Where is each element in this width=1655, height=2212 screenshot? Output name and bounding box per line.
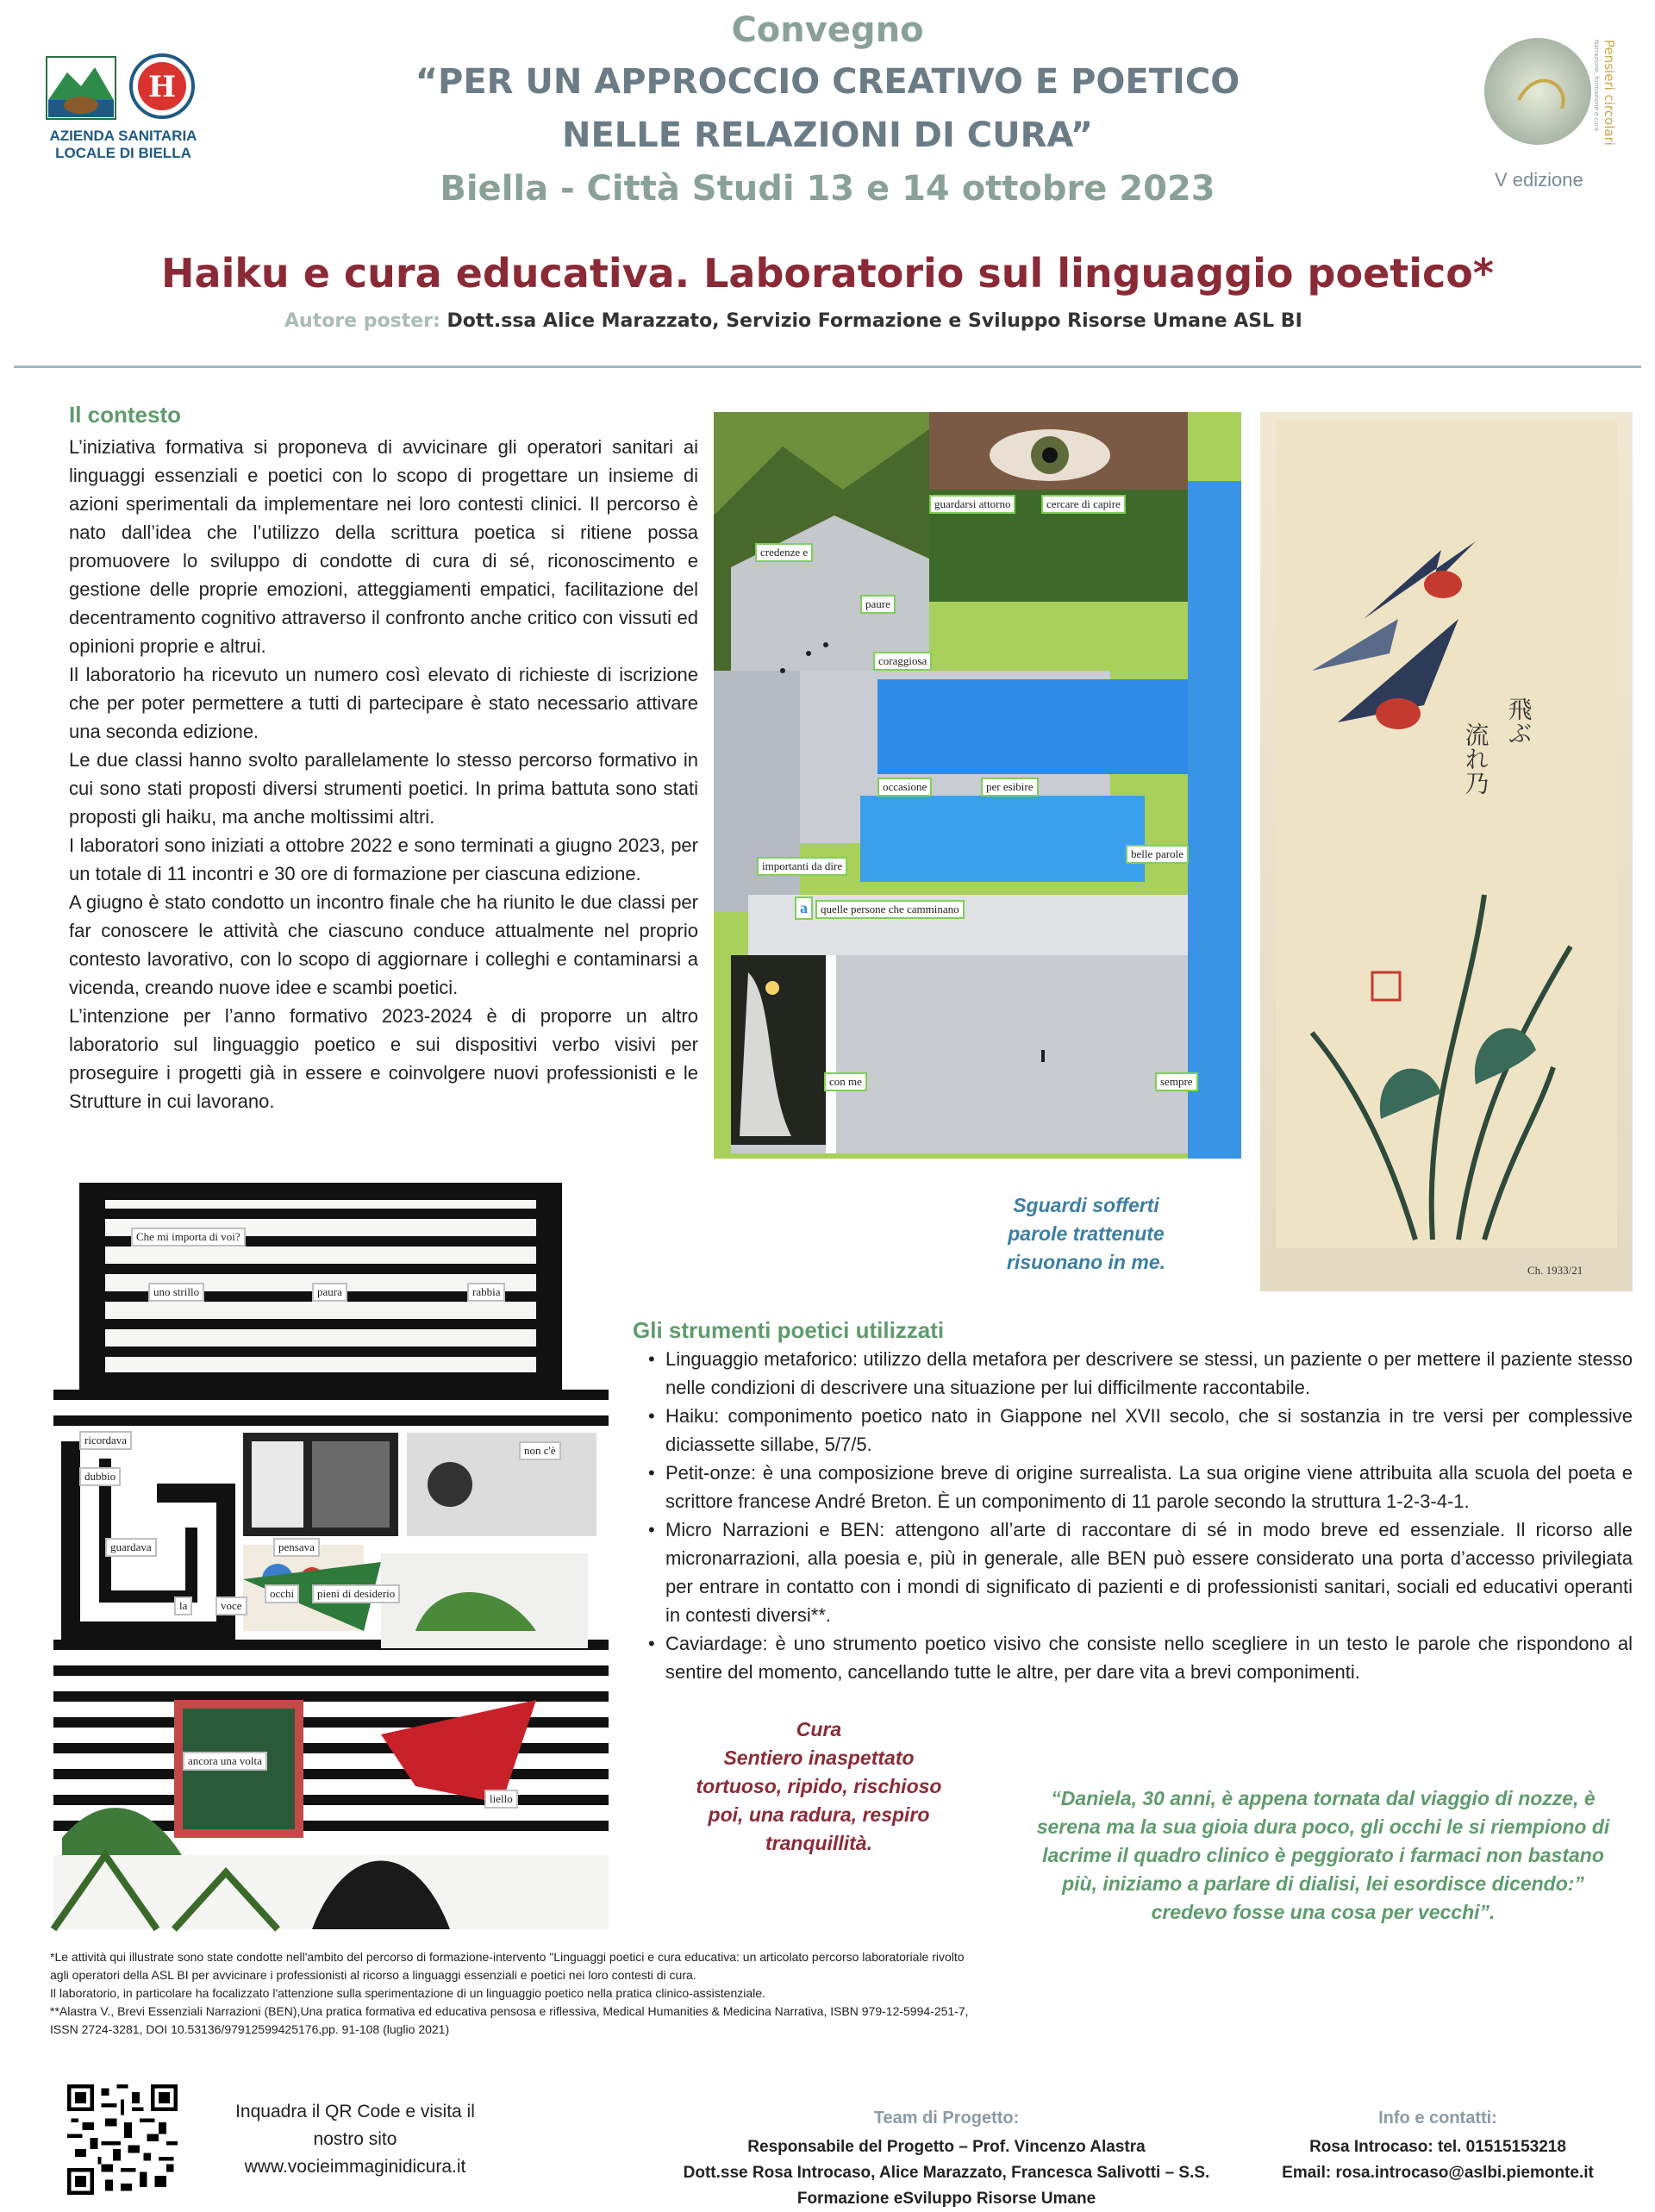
list-item: • Linguaggio metaforico: utilizzo della metafora per descrivere se stessi, un paziente o per mettere il paziente stesso nelle condizioni di descrivere una situazione per lui difficilmente raccontabile. bbox=[645, 1345, 1633, 1402]
haiku-line: parole trattenute bbox=[1008, 1222, 1165, 1245]
list-item: • Caviardage: è uno strumento poetico visivo che consiste nello scegliere in un testo le parole che rispondono al sentire del momento, cancellando tutte le altre, per dare vita a brevi componimenti. bbox=[645, 1629, 1633, 1686]
haiku-cura bbox=[681, 1715, 957, 1858]
collage-word: quelle persone che camminano bbox=[815, 900, 965, 919]
haiku-line: Cura bbox=[796, 1718, 842, 1740]
team-heading: Team di Progetto: bbox=[873, 2109, 1020, 2128]
collage-word: guardava bbox=[105, 1538, 157, 1557]
collage-word: voce bbox=[215, 1597, 247, 1615]
team-line: Formazione eSviluppo Risorse Umane bbox=[796, 2190, 1096, 2208]
collage-word: rabbia bbox=[467, 1283, 505, 1302]
svg-text:流れ乃: 流れ乃 bbox=[1461, 722, 1490, 795]
collage-word: pieni di desiderio bbox=[312, 1584, 400, 1603]
conference-title-line2: NELLE RELAZIONI DI CURA” bbox=[562, 116, 1093, 155]
collage-word: non c'è bbox=[519, 1441, 561, 1460]
team-line: Dott.sse Rosa Introcaso, Alice Marazzato, Francesca Salivotti – S.S. bbox=[683, 2164, 1210, 2182]
collage-word: paura bbox=[312, 1283, 347, 1302]
header-divider bbox=[14, 366, 1641, 368]
footnotes bbox=[50, 1948, 981, 2039]
context-paragraph: Il laboratorio ha ricevuto un numero così elevato di richieste di iscrizione che per poter permettere a tutti di partecipare è stato necessario attivare una seconda edizione. bbox=[69, 664, 698, 742]
caviardage-collage-maze bbox=[53, 1183, 609, 1929]
asl-name bbox=[41, 128, 205, 162]
asl-name-line1: AZIENDA SANITARIA bbox=[49, 128, 197, 144]
collage-word: a bbox=[795, 897, 813, 920]
footnote: *Le attività qui illustrate sono state condotte nell'ambito del percorso di formazione-intervento "Linguaggi poetici e cura educativa: un articolato percorso laboratoriale rivolto agli operatori della ASL BI per avvicinare i professionisti al ricorso a linguaggi essenziali e poetici nei loro contesti di cura. bbox=[50, 1950, 965, 1982]
team-line: Responsabile del Progetto – Prof. Vincenzo Alastra bbox=[747, 2138, 1146, 2156]
woodblock-signature: Ch. 1933/21 bbox=[1527, 1264, 1583, 1277]
svg-text:飛ぶ: 飛ぶ bbox=[1504, 697, 1533, 745]
conference-label: Convegno bbox=[731, 10, 924, 50]
collage-word: pensava bbox=[273, 1538, 320, 1557]
tools-heading: Gli strumenti poetici utilizzati bbox=[633, 1317, 945, 1343]
collage-word: per esibire bbox=[981, 778, 1039, 797]
japanese-woodblock-print bbox=[1260, 412, 1633, 1291]
footnote: **Alastra V., Brevi Essenziali Narrazioni (BEN),Una pratica formativa ed educativa pensosa e riflessiva, Medical Humanities & Medicina Narrativa, ISBN 979-12-5994-251-7, ISSN 2724-3281, DOI 10.53136/97912599425176,pp. 91-108 (luglio 2021) bbox=[50, 2004, 969, 2036]
collage-word: Che mi importa di voi? bbox=[131, 1228, 246, 1247]
pensieri-circolari-logo bbox=[1484, 31, 1617, 160]
haiku-line: tranquillità. bbox=[765, 1832, 872, 1854]
conference-place-date: Biella - Città Studi 13 e 14 ottobre 2023 bbox=[440, 169, 1215, 209]
poster-author bbox=[284, 310, 1302, 332]
patient-quote: “Daniela, 30 anni, è appena tornata dal viaggio di nozze, è serena ma la sua gioia dura poco, gli occhi le si riempiono di lacrime il quadro clinico è peggiorato i farmaci non bastano più, iniziamo a parlare di dialisi, lei esordisce dicendo:” credevo fosse una cosa per vecchi”. bbox=[1036, 1787, 1610, 1923]
collage-word: coraggiosa bbox=[873, 652, 932, 671]
haiku-sguardi bbox=[948, 1191, 1224, 1277]
collage-word: sempre bbox=[1155, 1072, 1198, 1091]
collage-word: la bbox=[174, 1597, 192, 1615]
edition-label: V edizione bbox=[1495, 169, 1583, 191]
author-label: Autore poster: bbox=[284, 310, 440, 332]
haiku-line: tortuoso, ripido, rischioso bbox=[696, 1775, 942, 1797]
context-paragraph: I laboratori sono iniziati a ottobre 2022 e sono terminati a giugno 2023, per un totale di 11 incontri e 30 ore di formazione per ciascuna edizione. bbox=[69, 834, 698, 884]
collage-word: credenze e bbox=[755, 543, 813, 562]
footnote: Il laboratorio, in particolare ha focalizzato l'attenzione sulla sperimentazione di un linguaggio poetico nella pratica clinico-assistenziale. bbox=[50, 1986, 765, 2000]
context-paragraph: L’iniziativa formativa si proponeva di avvicinare gli operatori sanitari ai linguaggi essenziali e poetici con lo scopo di progettare un insieme di azioni sperimentali da implementare nei loro contesti clinici. Il percorso è nato dall’idea che l’utilizzo della scrittura poetica si ritiene possa promuovere lo sviluppo di condotte di cura di sé, riconoscimento e gestione delle proprie emozioni, atteggiamenti empatici, facilitazione del decentramento cognitivo attraverso il confronto anche critico con vissuti ed opinioni proprie e altrui. bbox=[69, 436, 698, 657]
collage-word: guardarsi attorno bbox=[929, 495, 1015, 514]
collage-word: uno strillo bbox=[148, 1283, 204, 1302]
haiku-line: poi, una radura, respiro bbox=[708, 1803, 930, 1826]
svg-text:H: H bbox=[147, 70, 177, 104]
pc-logo-text: Pensieri circolari bbox=[1602, 40, 1617, 146]
conference-title-line1: “PER UN APPROCCIO CREATIVO E POETICO bbox=[415, 62, 1240, 102]
caviardage-collage-mountain bbox=[714, 412, 1241, 1159]
context-paragraph: A giugno è stato condotto un incontro finale che ha riunito le due classi per far conoscere le attività che ciascuno conduce attualmente nel proprio contesto lavorativo, con lo scopo di aggiornare i colleghi e contaminarsi a vicenda, creando nuove idee e scambi poetici. bbox=[69, 891, 698, 998]
list-item: • Petit-onze: è una composizione breve di origine surrealista. La sua origine viene attribuita alla scuola del poeta e scrittore francese André Breton. È un componimento di 11 parole secondo la struttura 1-2-3-4-1. bbox=[645, 1459, 1633, 1515]
collage-word: con me bbox=[824, 1072, 867, 1091]
poster-title: Haiku e cura educativa. Laboratorio sul linguaggio poetico* bbox=[161, 250, 1494, 297]
collage-word: occhi bbox=[265, 1584, 299, 1603]
haiku-line: Sentiero inaspettato bbox=[723, 1746, 915, 1769]
contact-email[interactable]: Email: rosa.introcaso@aslbi.piemonte.it bbox=[1282, 2164, 1594, 2182]
qr-code[interactable] bbox=[67, 2084, 178, 2195]
qr-caption-line: Inquadra il QR Code e visita il bbox=[235, 2102, 475, 2121]
list-item: • Micro Narrazioni e BEN: attengono all’arte di raccontare di sé in modo breve ed essenziale. Il ricorso alle micronarrazioni, alla poesia e, più in generale, alle BEN può essere considerato una porta d’accesso privilegiata per entrare in contatto con i mondi di significato di pazienti e di professionisti sanitari, sociali ed educativi operanti in contesti diversi**. bbox=[645, 1515, 1633, 1629]
collage-word: occasione bbox=[877, 778, 932, 797]
contacts-heading: Info e contatti: bbox=[1378, 2109, 1497, 2128]
haiku-line: Sguardi sofferti bbox=[1013, 1194, 1159, 1216]
context-paragraph: Le due classi hanno svolto parallelamente lo stesso percorso formativo in cui sono stati proposti diversi strumenti poetici. In prima battuta sono stati proposti gli haiku, ma anche moltissimi altri. bbox=[69, 749, 698, 828]
collage-word: ancora una volta bbox=[183, 1752, 267, 1771]
collage-word: paure bbox=[860, 595, 896, 614]
context-paragraph: L’intenzione per l’anno formativo 2023-2024 è di proporre un altro laboratorio sul linguaggio poetico e sui dispositivi verbo visivi per proseguire i progetti già in essere e coinvolgere nuovi professionisti e le Strutture in cui lavorano. bbox=[69, 1005, 698, 1112]
collage-word: importanti da dire bbox=[757, 857, 847, 876]
qr-caption-line: nostro sito bbox=[313, 2129, 397, 2149]
team-members bbox=[636, 2134, 1257, 2212]
collage-word: ricordava bbox=[79, 1431, 132, 1450]
pc-logo-subtext: Narrazione, formazione e cura bbox=[1593, 40, 1600, 132]
haiku-line: risuonano in me. bbox=[1006, 1251, 1166, 1273]
collage-word: liello bbox=[484, 1790, 518, 1809]
author-name: Dott.ssa Alice Marazzato, Servizio Formazione e Sviluppo Risorse Umane ASL BI bbox=[447, 310, 1302, 332]
asl-name-line2: LOCALE DI BIELLA bbox=[55, 145, 191, 161]
collage-word: cercare di capire bbox=[1041, 495, 1126, 514]
context-body bbox=[69, 433, 698, 1115]
context-heading: Il contesto bbox=[69, 402, 182, 428]
contacts bbox=[1248, 2134, 1627, 2186]
collage-word: belle parole bbox=[1126, 845, 1189, 864]
website-link[interactable]: www.vocieimmaginidicura.it bbox=[244, 2157, 466, 2177]
tools-list bbox=[645, 1345, 1633, 1686]
collage-word: dubbio bbox=[79, 1467, 121, 1486]
qr-caption bbox=[226, 2098, 484, 2181]
contact-phone: Rosa Introcaso: tel. 01515153218 bbox=[1309, 2138, 1566, 2156]
list-item: • Haiku: componimento poetico nato in Giappone nel XVII secolo, che si sostanzia in tre versi per complessive diciassette sillabe, 5/7/5. bbox=[645, 1402, 1633, 1459]
